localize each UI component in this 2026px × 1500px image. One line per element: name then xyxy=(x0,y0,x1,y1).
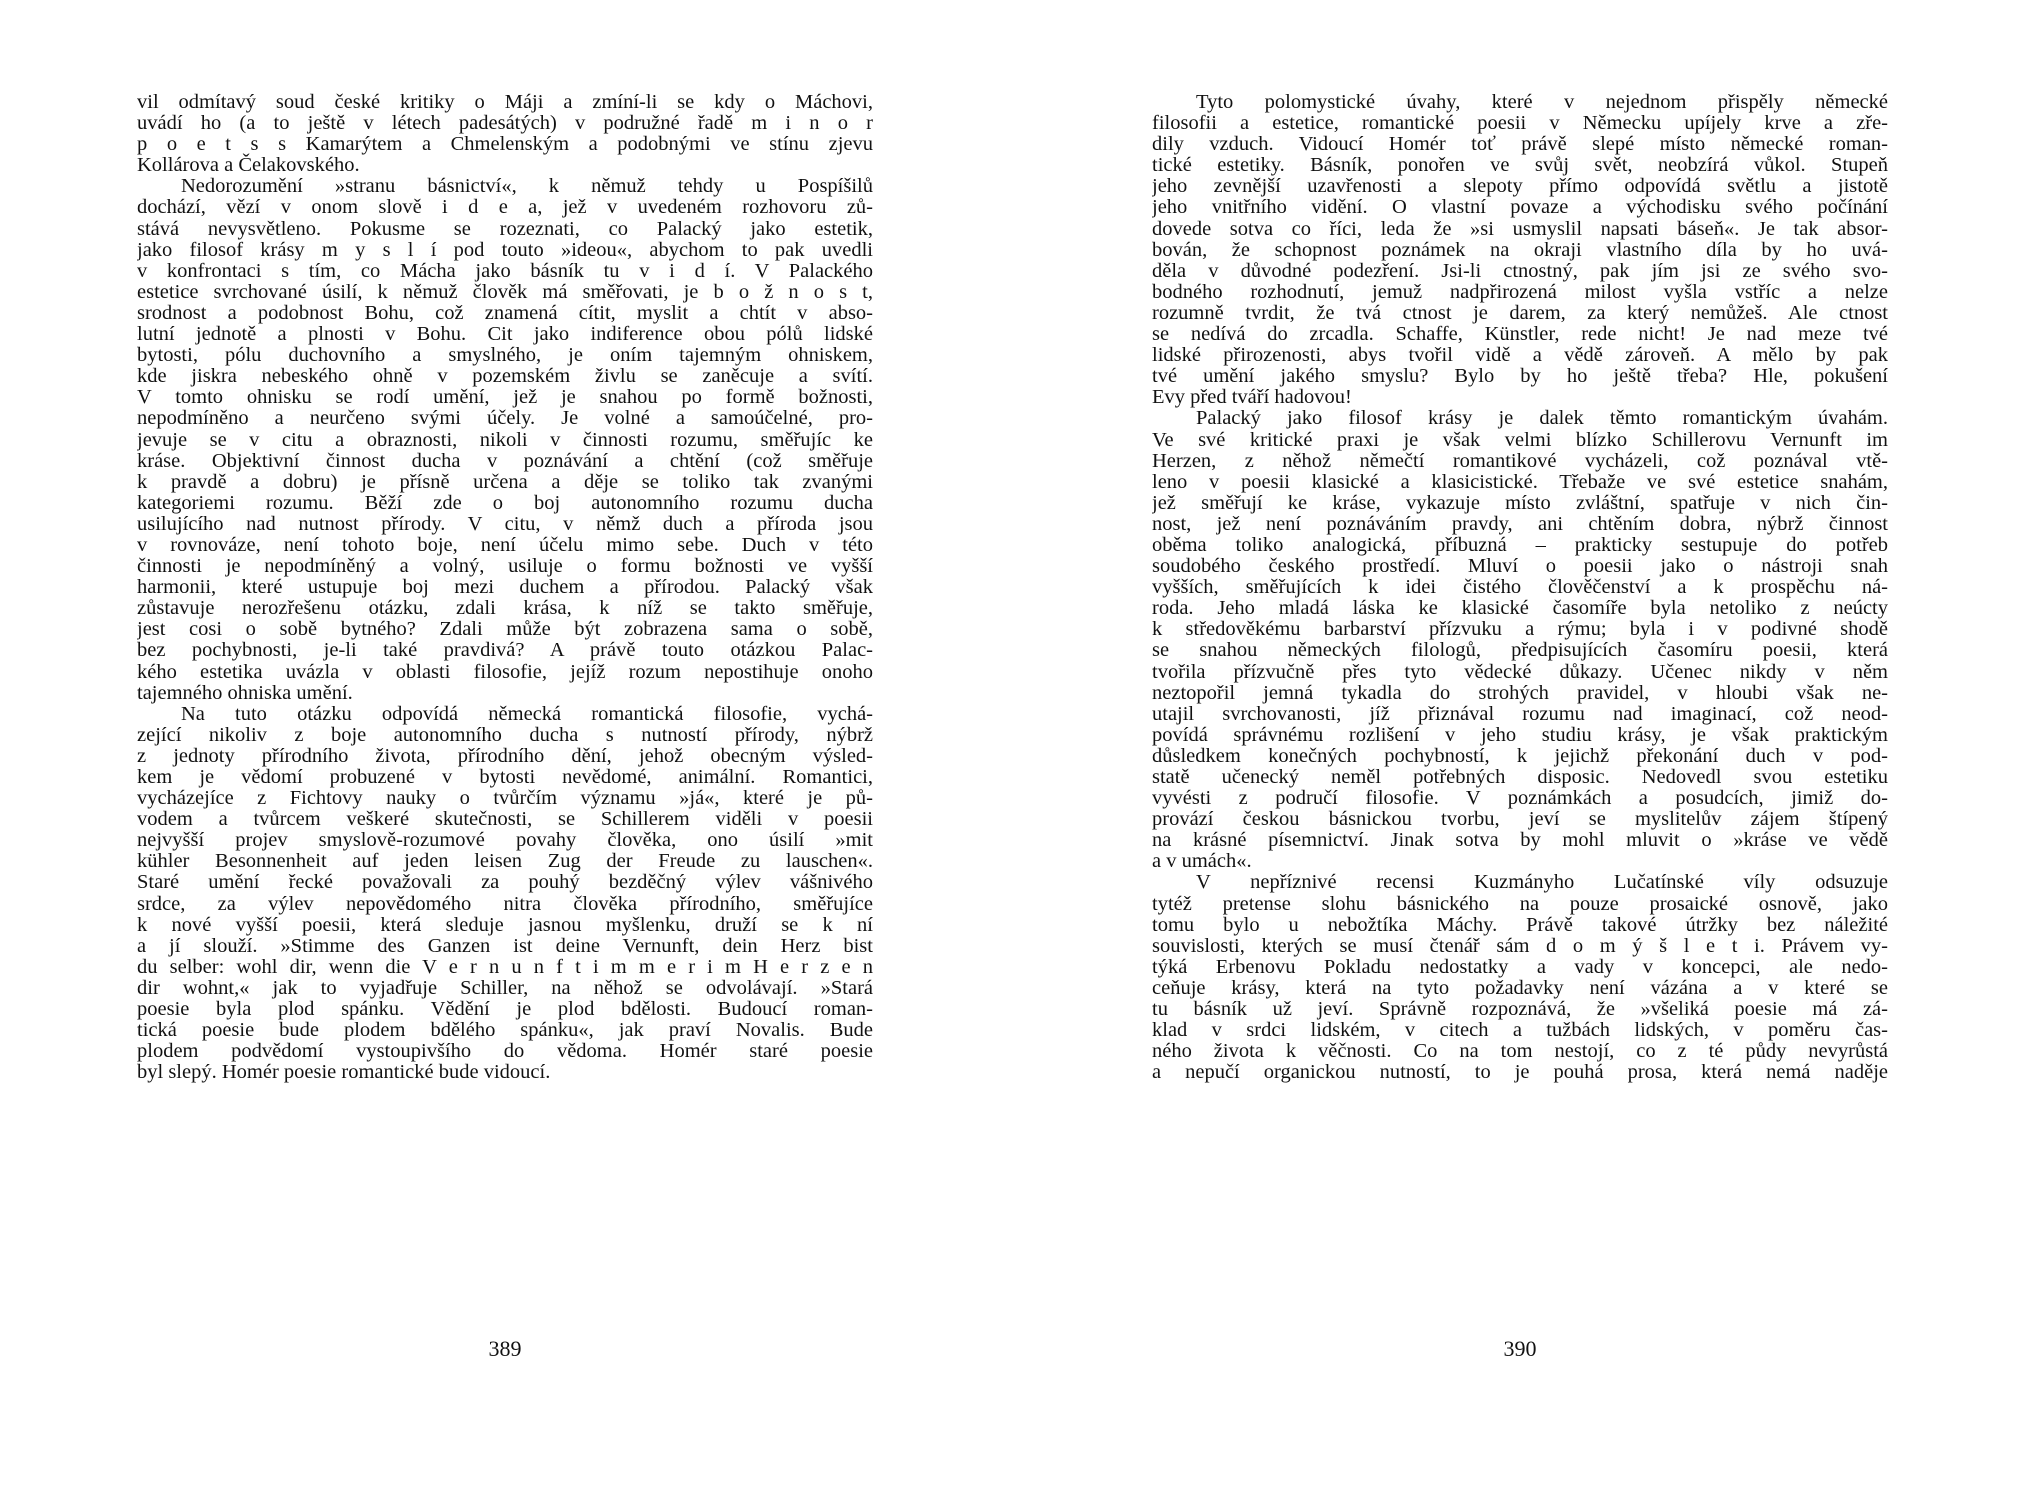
text-line: jeho zevnější uzavřenosti a slepoty přímo odpovídá světlu a jistotě xyxy=(1152,176,1888,198)
text-line: ceňuje krásy, která na tyto požadavky není vázána a v které se xyxy=(1152,977,1888,999)
text-line: v rovnováze, není tohoto boje, není účelu mimo sebe. Duch v této xyxy=(137,534,873,556)
right-page-body xyxy=(1152,92,1888,1083)
text-line: du selber: wohl dir, wenn die V e r n u n f t i m m e r i m H e r z e n xyxy=(137,956,873,978)
text-line: tické estetiky. Básník, ponořen ve svůj svět, neobzírá vůkol. Stupeň xyxy=(1152,155,1888,177)
text-line: srdce, za výlev nepovědomého nitra člověka přírodního, směřujíce xyxy=(137,893,873,915)
text-line: stává nevysvětleno. Pokusme se rozeznati, co Palacký jako estetik, xyxy=(137,218,873,240)
text-line: vycházejíce z Fichtovy nauky o tvůrčím významu »já«, které je pů- xyxy=(137,788,873,810)
text-line: leno v poesii klasické a klasicistické. Třebaže ve své estetice snahám, xyxy=(1152,471,1888,493)
text-line: Kollárova a Čelakovského. xyxy=(137,154,360,177)
text-line: Palacký jako filosof krásy je dalek těmto romantickým úvahám. xyxy=(1196,408,1888,430)
text-line: a jí slouží. »Stimme des Ganzen ist deine Vernunft, dein Herz bist xyxy=(137,935,873,957)
right-page-number: 390 xyxy=(1503,1336,1537,1361)
text-line: se snahou německých filologů, předpisujících časomíru poesii, která xyxy=(1152,640,1888,662)
text-line: usilujícího nad nutnost přírody. V citu, v němž duch a příroda jsou xyxy=(137,513,873,535)
text-line: vodem a tvůrcem veškeré skutečnosti, se Schillerem viděli v poesii xyxy=(137,809,873,831)
text-line: povídá správnému rozlišení v jeho studiu krásy, je však praktickým xyxy=(1152,724,1888,746)
text-line: uvádí ho (a to ještě v létech padesátých) v podružné řadě m i n o r xyxy=(137,113,873,135)
text-line: vyvésti z područí filosofie. V poznámkách a posudcích, jimiž do- xyxy=(1152,788,1888,810)
text-line: v konfrontaci s tím, co Mácha jako básník tu v i d í. V Palackého xyxy=(137,260,873,282)
text-line: k středověkému barbarství přízvuku a rýmu; byla i v podivné shodě xyxy=(1152,619,1888,641)
text-line: jako filosof krásy m y s l í pod touto »ideou«, abychom to pak uvedli xyxy=(137,239,873,261)
text-line: dovede sotva co říci, leda že »si usmyslil napsati báseň«. Je tak absor- xyxy=(1152,218,1888,240)
text-line: lidské přirozenosti, abys tvořil vidě a vědě zároveň. A mělo by pak xyxy=(1152,345,1888,367)
text-line: ného života k věčnosti. Co na tom nestojí, co z té půdy nevyrůstá xyxy=(1152,1041,1888,1063)
text-line: nepodmíněno a neurčeno svými účely. Je volné a samoúčelné, pro- xyxy=(137,408,873,430)
text-line: kem je vědomí probuzené v bytosti nevědomé, animální. Romantici, xyxy=(137,767,873,788)
text-line: provází českou básnickou tvorbu, jeví se myslitelův zájem štípený xyxy=(1152,809,1888,831)
text-line: Tyto polomystické úvahy, které v nejednom přispěly německé xyxy=(1196,92,1888,113)
text-line: nejvyšší projev smyslově-rozumové povahy člověka, ono úsilí »mit xyxy=(137,830,873,852)
text-line: dochází, vězí v onom slově i d e a, jež v uvedeném rozhovoru zů- xyxy=(137,197,873,219)
text-line: Ve své kritické praxi je však velmi blízko Schillerovu Vernunft im xyxy=(1152,429,1888,451)
text-line: jevuje se v citu a obraznosti, nikoli v činnosti rozumu, směřujíc ke xyxy=(137,429,873,451)
text-line: p o e t s s Kamarýtem a Chmelenským a podobnými ve stínu zjevu xyxy=(137,134,873,156)
text-line: tytéž pretense slohu básnického na pouze prosaické osnově, jako xyxy=(1152,893,1888,915)
text-line: Nedorozumění »stranu básnictví«, k němuž tehdy u Pospíšilů xyxy=(181,176,873,198)
left-page-body xyxy=(137,92,873,1083)
text-line: souvislosti, kterých se musí čtenář sám d o m ý š l e t i. Právem vy- xyxy=(1152,935,1888,957)
text-line: a v umách«. xyxy=(1152,850,1252,873)
text-line: statě učenecký neměl potřebných disposic. Nedovedl svou estetiku xyxy=(1152,767,1888,788)
text-line: klad v srdci lidském, v citech a tužbách lidských, v poměru čas- xyxy=(1152,1020,1888,1042)
text-line: k pravdě a dobru) je přísně určena a děje se toliko tak zvanými xyxy=(137,471,873,493)
text-line: estetice svrchované úsilí, k němuž člověk má směřovati, je b o ž n o s t, xyxy=(137,281,873,303)
text-line: tvé umění jakého smyslu? Bylo by ho ještě třeba? Hle, pokušení xyxy=(1152,366,1888,388)
text-line: bován, že schopnost poznámek na okraji vlastního díla by ho uvá- xyxy=(1152,239,1888,261)
text-line: Evy před tváří hadovou! xyxy=(1152,386,1352,409)
text-line: bez pochybnosti, je-li také pravdivá? A právě touto otázkou Palac- xyxy=(137,640,873,662)
text-line: kráse. Objektivní činnost ducha v poznávání a chtění (což směřuje xyxy=(137,450,873,472)
text-line: neztopořil jemná tykadla do strohých pravidel, v hloubi však ne- xyxy=(1152,682,1888,704)
text-line: jeho vnitřního vidění. O vlastní povaze a východisku svého počínání xyxy=(1152,197,1888,219)
text-line: tvořila přízvučně přes tyto vědecké důkazy. Učenec nikdy v něm xyxy=(1152,661,1888,683)
text-line: zející nikoliv z boje autonomního ducha s nutností přírody, nýbrž xyxy=(137,724,873,746)
text-line: harmonii, které ustupuje boj mezi duchem a přírodou. Palacký však xyxy=(137,577,873,599)
text-line: děla v důvodné podezření. Jsi-li ctnostný, pak jím jsi ze svého svo- xyxy=(1152,260,1888,282)
text-line: V tomto ohnisku se rodí umění, jež je snahou po formě božnosti, xyxy=(137,387,873,409)
text-line: jež směřují ke kráse, vykazuje místo zvláštní, spatřuje v nich čin- xyxy=(1152,492,1888,514)
text-line: vil odmítavý soud české kritiky o Máji a zmíní-li se kdy o Máchovi, xyxy=(137,92,873,113)
text-line: jest cosi o sobě bytného? Zdali může být zobrazena sama o sobě, xyxy=(137,619,873,641)
text-line: rozumně tvrdit, že tvá ctnost je darem, za který nemůžeš. Ale ctnost xyxy=(1152,302,1888,324)
text-line: důsledkem konečných pochybností, k jejichž překonání duch v pod- xyxy=(1152,745,1888,767)
text-line: dily vzduch. Vidoucí Homér toť právě slepé místo německé roman- xyxy=(1152,134,1888,156)
text-line: z jednoty přírodního života, přírodního dění, jehož obecným výsled- xyxy=(137,745,873,767)
text-line: tajemného ohniska umění. xyxy=(137,681,353,704)
text-line: lutní jednotě a plnosti v Bohu. Cit jako indiference obou pólů lidské xyxy=(137,324,873,346)
text-line: tomu bylo u nebožtíka Máchy. Právě takové útržky bez náležité xyxy=(1152,914,1888,936)
text-line: Na tuto otázku odpovídá německá romantická filosofie, vychá- xyxy=(181,703,873,725)
text-line: poesie byla plod spánku. Vědění je plod bdělosti. Budoucí roman- xyxy=(137,999,873,1021)
text-line: kategoriemi rozumu. Běží zde o boj autonomního rozumu ducha xyxy=(137,492,873,514)
text-line: soudobého českého prostředí. Mluví o poesii jako o nástroji snah xyxy=(1152,556,1888,578)
text-line: k nové vyšší poesii, která sleduje jasnou myšlenku, druží se k ní xyxy=(137,914,873,936)
text-line: se nedívá do zrcadla. Schaffe, Künstler, rede nicht! Je nad meze tvé xyxy=(1152,324,1888,346)
text-line: zůstavuje nerozřešenu otázku, zdali krása, k níž se takto směřuje, xyxy=(137,598,873,620)
text-line: vyšších, směřujících k idei čistého člověčenství a k prospěchu ná- xyxy=(1152,577,1888,599)
text-line: kühler Besonnenheit auf jeden leisen Zug der Freude zu lauschen«. xyxy=(137,851,873,873)
text-line: utajil svrchovanosti, jíž přiznával rozumu nad imaginací, což neod- xyxy=(1152,703,1888,725)
text-line: Staré umění řecké považovali za pouhý bezděčný výlev vášnivého xyxy=(137,872,873,894)
text-line: na krásné písemnictví. Jinak sotva by mohl mluvit o »kráse ve vědě xyxy=(1152,830,1888,852)
text-line: nost, jež není poznáváním pravdy, ani chtěním dobra, nýbrž činnost xyxy=(1152,513,1888,535)
text-line: roda. Jeho mladá láska ke klasické časomíře byla netoliko z neúcty xyxy=(1152,598,1888,620)
text-line: dir wohnt,« jak to vyjadřuje Schiller, na něhož se odvolávají. »Stará xyxy=(137,977,873,999)
text-line: bodného rozhodnutí, jemuž nadpřirozená milost vyšla vstříc a nelze xyxy=(1152,281,1888,303)
text-line: plodem podvědomí vystoupivšího do vědoma. Homér staré poesie xyxy=(137,1041,873,1063)
text-line: filosofii a estetice, romantické poesii v Německu upíjely krve a zře- xyxy=(1152,113,1888,135)
text-line: oběma toliko analogická, příbuzná – prakticky sestupuje do potřeb xyxy=(1152,534,1888,556)
text-line: byl slepý. Homér poesie romantické bude vidoucí. xyxy=(137,1061,551,1084)
text-line: V nepříznivé recensi Kuzmányho Lučatínské víly odsuzuje xyxy=(1196,872,1888,894)
text-line: bytosti, pólu duchovního a smyslného, je oním tajemným ohniskem, xyxy=(137,345,873,367)
text-line: kde jiskra nebeského ohně v pozemském živlu se zaněcuje a svítí. xyxy=(137,366,873,388)
text-line: Herzen, z něhož němečtí romantikové vycházeli, což poznával vtě- xyxy=(1152,450,1888,472)
text-line: činnosti je nepodmíněný a volný, usiluje o formu božnosti ve vyšší xyxy=(137,556,873,578)
text-line: týká Erbenovu Pokladu nedostatky a vady v koncepci, ale nedo- xyxy=(1152,956,1888,978)
left-page-number: 389 xyxy=(488,1336,522,1361)
text-line: a nepučí organickou nutností, to je pouhá prosa, která nemá naděje xyxy=(1152,1062,1888,1084)
text-line: srodnost a podobnost Bohu, což znamená cítit, myslit a chtít v abso- xyxy=(137,302,873,324)
text-line: tu básník už jeví. Správně rozpoznává, že »všeliká poesie má zá- xyxy=(1152,999,1888,1021)
text-line: kého estetika uvázla v oblasti filosofie, jejíž rozum nepostihuje onoho xyxy=(137,661,873,683)
text-line: tická poesie bude plodem bdělého spánku«, jak praví Novalis. Bude xyxy=(137,1020,873,1042)
